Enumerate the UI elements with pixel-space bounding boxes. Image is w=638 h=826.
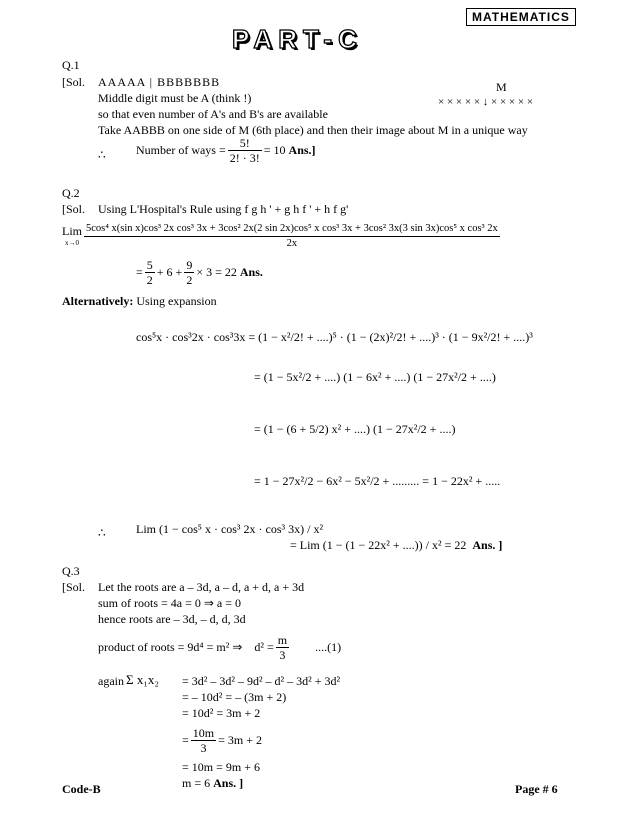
step-fraction-line <box>182 726 262 755</box>
denominator: 2 <box>186 273 193 287</box>
code-label: Code-B <box>62 782 101 796</box>
again-rhs: = 3d² – 3d² – 9d² – d² – 3d² + 3d² <box>182 674 341 688</box>
question-label: Q.1 <box>62 58 80 72</box>
denominator: 2 <box>146 273 153 287</box>
answer-label: Ans. ] <box>213 776 244 790</box>
text-line: Using L'Hospital's Rule using f g h ' + g h f ' + h f g' <box>98 202 349 216</box>
text-line: so that even number of A's and B's are available <box>98 107 328 121</box>
part-title: PART-C <box>232 24 363 54</box>
text-line: Middle digit must be A (think !) <box>98 91 252 105</box>
fraction <box>145 258 155 287</box>
expansion-line-4: = 1 − 27x²/2 − 6x² − 5x²/2 + ......... = 1 − 22x² + ..... <box>254 474 501 488</box>
expansion-line-3: = (1 − (6 + 5/2) x² + ....) (1 − 27x²/2 + ....) <box>254 422 456 436</box>
answer-label: Ans.] <box>288 143 316 157</box>
numerator: 9 <box>186 258 193 272</box>
step-text: m = 6 <box>182 776 211 790</box>
subject-badge: MATHEMATICS <box>466 8 576 26</box>
numerator: 5 <box>146 258 153 272</box>
ways-denominator: 2! · 3! <box>229 151 260 165</box>
solution-label: [Sol. <box>62 580 86 594</box>
again-label: again <box>98 674 124 688</box>
alternative-heading <box>62 294 217 309</box>
step-line: = 10m = 9m + 6 <box>182 760 260 774</box>
d2-label: d² = <box>254 640 274 654</box>
answer-label: Ans. <box>239 265 263 279</box>
equals-sign: = <box>182 733 189 747</box>
page-number: Page # 6 <box>515 782 558 796</box>
sequence-text: AAAAA | BBBBBBB <box>98 75 221 89</box>
fraction <box>276 633 289 662</box>
ways-label: Number of ways = <box>136 143 226 157</box>
expression-part: + 6 + <box>156 265 183 279</box>
numerator: m <box>277 633 288 647</box>
solution-label: [Sol. <box>62 202 86 216</box>
ways-equation <box>136 136 316 165</box>
limit-denominator: 2x <box>286 238 298 249</box>
limit-fraction <box>84 222 500 251</box>
lim-subscript: x→0 <box>65 238 79 247</box>
final-limit-rhs <box>290 538 502 553</box>
final-rhs-text: = Lim (1 − (1 − 22x² + ....)) / x² = 22 <box>290 538 467 552</box>
diagram-crosses: × × × × × ↓ × × × × × <box>438 96 534 108</box>
text-line: Take AABBB on one side of M (6th place) and then their image about M in a unique way <box>98 123 528 137</box>
limit-operator <box>62 225 82 249</box>
denominator: 3 <box>279 648 286 662</box>
text-line: Let the roots are a – 3d, a – d, a + d, a + 3d <box>98 580 305 594</box>
fraction <box>184 258 194 287</box>
step-line: = – 10d² = – (3m + 2) <box>182 690 287 704</box>
final-answer-line <box>182 776 243 791</box>
alt-text: Using expansion <box>136 294 217 308</box>
therefore-symbol: ∴ <box>98 526 106 540</box>
equation-number: ....(1) <box>315 640 342 654</box>
question-label: Q.2 <box>62 186 80 200</box>
final-limit-lhs: Lim (1 − cos⁵ x · cos³ 2x · cos³ 3x) / x² <box>136 522 324 536</box>
solution-label: [Sol. <box>62 75 86 89</box>
expression-part: = 3m + 2 <box>218 733 262 747</box>
ways-result: = 10 <box>263 143 286 157</box>
numerator: 10m <box>192 726 215 740</box>
therefore-symbol: ∴ <box>98 148 106 162</box>
answer-label: Ans. ] <box>472 538 503 552</box>
sum-expression: Σ x₁x₂ <box>126 672 159 687</box>
text-line: sum of roots = 4a = 0 ⇒ a = 0 <box>98 596 242 610</box>
expansion-line-2: = (1 − 5x²/2 + ....) (1 − 6x² + ....) (1 − 27x²/2 + ....) <box>254 370 496 384</box>
fraction <box>191 726 216 755</box>
ways-fraction <box>228 136 262 165</box>
lim-text: Lim <box>62 223 82 238</box>
product-text: product of roots = 9d⁴ = m² ⇒ <box>98 640 243 654</box>
alt-label: Alternatively: <box>62 294 134 308</box>
denominator: 3 <box>200 741 207 755</box>
expansion-line-1: cos⁵x · cos³2x · cos³3x = (1 − x²/2! + ....)⁵ · (1 − (2x)²/2! + ....)³ · (1 − 9x²/2! + ....)³ <box>136 330 533 344</box>
question-label: Q.3 <box>62 564 80 578</box>
diagram-label-m: M <box>496 80 507 94</box>
product-equation <box>98 633 341 662</box>
text-line: hence roots are – 3d, – d, d, 3d <box>98 612 246 626</box>
ways-numerator: 5! <box>228 136 262 151</box>
equals-sign: = <box>136 265 143 279</box>
expression-part: × 3 = 22 <box>196 265 237 279</box>
evaluation-line <box>136 258 263 287</box>
limit-numerator: 5cos⁴ x(sin x)cos³ 2x cos³ 3x + 3cos² 2x(2 sin 2x)cos⁵ x cos³ 3x + 3cos² 3x(3 sin 3x)cos⁵ x cos³ 2x <box>84 222 500 237</box>
step-line: = 10d² = 3m + 2 <box>182 706 261 720</box>
limit-expression <box>62 222 502 251</box>
